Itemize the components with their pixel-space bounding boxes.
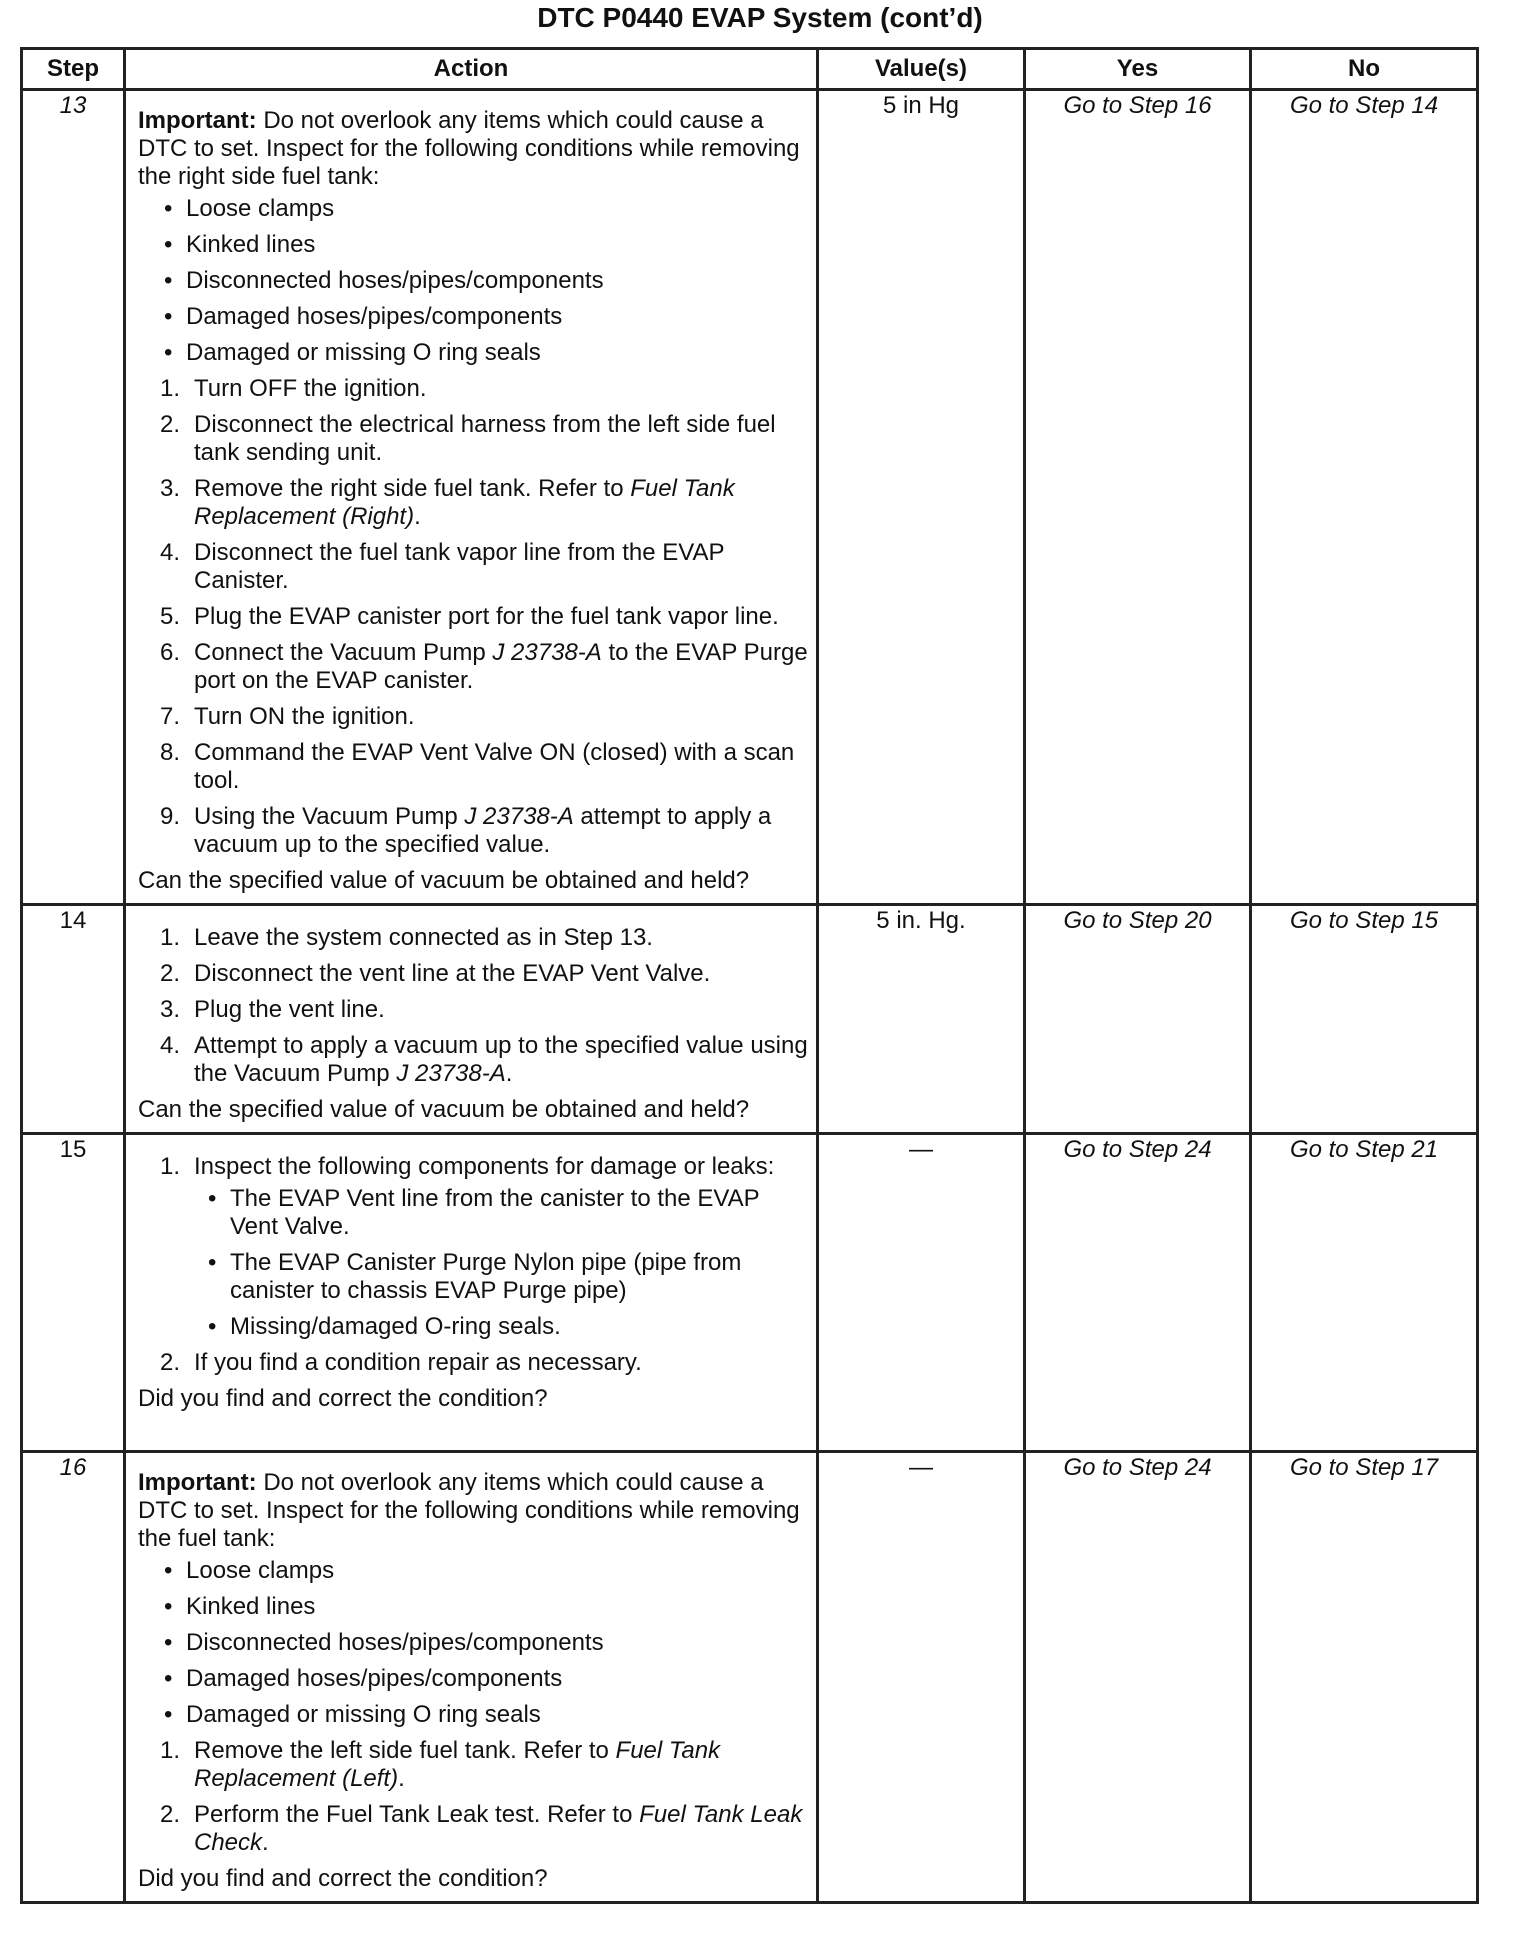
procedure-item bbox=[138, 1801, 808, 1857]
item-number: 1. bbox=[160, 924, 181, 951]
list-item: • Damaged hoses/pipes/components bbox=[138, 303, 808, 331]
item-number: 7. bbox=[160, 703, 181, 730]
no-link[interactable]: Go to Step 14 bbox=[1251, 90, 1478, 905]
item-text: Remove the right side fuel tank. Refer to bbox=[194, 475, 631, 502]
item-text-end: . bbox=[262, 1829, 269, 1856]
item-number: 6. bbox=[160, 639, 181, 666]
procedure-item bbox=[138, 1737, 808, 1793]
page-title: DTC P0440 EVAP System (cont’d) bbox=[537, 2, 983, 33]
item-number: 5. bbox=[160, 603, 181, 630]
procedure-item bbox=[138, 960, 808, 988]
yes-link[interactable]: Go to Step 16 bbox=[1025, 90, 1251, 905]
step-number: 15 bbox=[22, 1134, 125, 1452]
item-text: Disconnect the vent line at the EVAP Vent Valve. bbox=[194, 960, 711, 987]
list-item: • Disconnected hoses/pipes/components bbox=[138, 1629, 808, 1657]
procedure-item bbox=[138, 1153, 808, 1341]
value-cell: 5 in Hg bbox=[818, 90, 1025, 905]
important-label: Important: bbox=[138, 1469, 257, 1496]
item-text: If you find a condition repair as necessary. bbox=[194, 1349, 642, 1376]
important-text: Do not overlook any items which could cause a DTC to set. Inspect for the following conditions while removing the right side fuel tank: bbox=[138, 107, 800, 190]
reference-link: Fuel Tank Replacement (Right) bbox=[194, 475, 735, 530]
procedure-item bbox=[138, 603, 808, 631]
value-cell: — bbox=[818, 1134, 1025, 1452]
yes-link[interactable]: Go to Step 24 bbox=[1025, 1134, 1251, 1452]
item-text: Command the EVAP Vent Valve ON (closed) with a scan tool. bbox=[194, 739, 795, 794]
item-text: Turn ON the ignition. bbox=[194, 703, 415, 730]
list-item: • Kinked lines bbox=[138, 1593, 808, 1621]
item-number: 2. bbox=[160, 1801, 181, 1828]
question-text: Can the specified value of vacuum be obtained and held? bbox=[138, 1096, 750, 1123]
table-row bbox=[22, 1134, 1478, 1452]
item-number: 3. bbox=[160, 996, 181, 1023]
table-row bbox=[22, 905, 1478, 1134]
list-item: • Damaged hoses/pipes/components bbox=[138, 1665, 808, 1693]
procedure-item bbox=[138, 375, 808, 403]
header-step: Step bbox=[22, 49, 125, 90]
list-item: • Disconnected hoses/pipes/components bbox=[138, 267, 808, 295]
no-link[interactable]: Go to Step 17 bbox=[1251, 1452, 1478, 1903]
procedure-list bbox=[138, 1153, 808, 1377]
important-note bbox=[138, 107, 808, 191]
list-item: • Missing/damaged O-ring seals. bbox=[194, 1313, 808, 1341]
item-number: 9. bbox=[160, 803, 181, 830]
list-item: • Damaged or missing O ring seals bbox=[138, 1701, 808, 1729]
procedure-list bbox=[138, 375, 808, 859]
list-item: • The EVAP Canister Purge Nylon pipe (pipe from canister to chassis EVAP Purge pipe) bbox=[194, 1249, 808, 1305]
header-yes: Yes bbox=[1025, 49, 1251, 90]
item-text-end: . bbox=[398, 1765, 405, 1792]
item-text: Leave the system connected as in Step 13. bbox=[194, 924, 653, 951]
procedure-item bbox=[138, 739, 808, 795]
item-text: Remove the left side fuel tank. Refer to bbox=[194, 1737, 616, 1764]
important-note bbox=[138, 1469, 808, 1553]
header-values: Value(s) bbox=[818, 49, 1025, 90]
no-link[interactable]: Go to Step 21 bbox=[1251, 1134, 1478, 1452]
item-number: 8. bbox=[160, 739, 181, 766]
question-text: Can the specified value of vacuum be obtained and held? bbox=[138, 867, 750, 894]
item-number: 4. bbox=[160, 539, 181, 566]
list-item: • Kinked lines bbox=[138, 231, 808, 259]
action-cell bbox=[125, 90, 818, 905]
procedure-item bbox=[138, 703, 808, 731]
item-text: Inspect the following components for damage or leaks: bbox=[194, 1153, 775, 1180]
table-row bbox=[22, 90, 1478, 905]
procedure-item bbox=[138, 1349, 808, 1377]
tool-reference: J 23738-A bbox=[464, 803, 574, 830]
item-text: Connect the Vacuum Pump bbox=[194, 639, 493, 666]
question-text: Did you find and correct the condition? bbox=[138, 1865, 548, 1892]
reference-link: Fuel Tank Replacement (Left) bbox=[194, 1737, 721, 1792]
item-text: Plug the EVAP canister port for the fuel tank vapor line. bbox=[194, 603, 779, 630]
item-text-end: to the EVAP Purge port on the EVAP canister. bbox=[194, 639, 808, 694]
item-number: 4. bbox=[160, 1032, 181, 1059]
item-text: Disconnect the fuel tank vapor line from the EVAP Canister. bbox=[194, 539, 725, 594]
item-number: 2. bbox=[160, 411, 181, 438]
procedure-item bbox=[138, 639, 808, 695]
action-cell bbox=[125, 1134, 818, 1452]
tool-reference: J 23738-A bbox=[492, 639, 602, 666]
procedure-item bbox=[138, 803, 808, 859]
table-row bbox=[22, 1452, 1478, 1903]
procedure-list bbox=[138, 1737, 808, 1857]
item-text: Turn OFF the ignition. bbox=[194, 375, 427, 402]
procedure-item bbox=[138, 411, 808, 467]
step-number: 13 bbox=[22, 90, 125, 905]
item-text-end: . bbox=[505, 1060, 513, 1087]
step-number: 14 bbox=[22, 905, 125, 1134]
list-item: • Damaged or missing O ring seals bbox=[138, 339, 808, 367]
item-text: Using the Vacuum Pump bbox=[194, 803, 465, 830]
important-text: Do not overlook any items which could cause a DTC to set. Inspect for the following conditions while removing the fuel tank: bbox=[138, 1469, 800, 1552]
component-list bbox=[194, 1185, 808, 1341]
action-cell bbox=[125, 1452, 818, 1903]
item-number: 2. bbox=[160, 960, 181, 987]
value-cell: — bbox=[818, 1452, 1025, 1903]
item-text: Plug the vent line. bbox=[194, 996, 385, 1023]
no-link[interactable]: Go to Step 15 bbox=[1251, 905, 1478, 1134]
item-number: 3. bbox=[160, 475, 181, 502]
question-text: Did you find and correct the condition? bbox=[138, 1385, 548, 1412]
procedure-item bbox=[138, 475, 808, 531]
item-text-end: . bbox=[414, 503, 421, 530]
header-action: Action bbox=[125, 49, 818, 90]
list-item: • Loose clamps bbox=[138, 1557, 808, 1585]
list-item: • Loose clamps bbox=[138, 195, 808, 223]
yes-link[interactable]: Go to Step 20 bbox=[1025, 905, 1251, 1134]
list-item: • The EVAP Vent line from the canister to the EVAP Vent Valve. bbox=[194, 1185, 808, 1241]
procedure-item bbox=[138, 539, 808, 595]
procedure-item bbox=[138, 1032, 808, 1088]
header-row bbox=[22, 49, 1478, 90]
value-cell: 5 in. Hg. bbox=[818, 905, 1025, 1134]
item-number: 1. bbox=[160, 1153, 181, 1180]
item-text: Perform the Fuel Tank Leak test. Refer to bbox=[194, 1801, 640, 1828]
reference-link: Fuel Tank Leak Check bbox=[194, 1801, 803, 1856]
procedure-item bbox=[138, 924, 808, 952]
procedure-item bbox=[138, 996, 808, 1024]
item-number: 2. bbox=[160, 1349, 181, 1376]
item-number: 1. bbox=[160, 375, 181, 402]
condition-list bbox=[138, 195, 808, 367]
important-label: Important: bbox=[138, 107, 257, 134]
item-text-end: attempt to apply a vacuum up to the specified value. bbox=[194, 803, 772, 858]
condition-list bbox=[138, 1557, 808, 1729]
yes-link[interactable]: Go to Step 24 bbox=[1025, 1452, 1251, 1903]
item-number: 1. bbox=[160, 1737, 181, 1764]
item-text: Disconnect the electrical harness from the left side fuel tank sending unit. bbox=[194, 411, 776, 466]
action-cell bbox=[125, 905, 818, 1134]
item-text: Attempt to apply a vacuum up to the specified value using the Vacuum Pump bbox=[194, 1032, 808, 1087]
tool-reference: J 23738-A bbox=[396, 1060, 506, 1087]
step-number: 16 bbox=[22, 1452, 125, 1903]
header-no: No bbox=[1251, 49, 1478, 90]
diagnostic-table bbox=[20, 47, 1479, 1904]
procedure-list bbox=[138, 924, 808, 1088]
